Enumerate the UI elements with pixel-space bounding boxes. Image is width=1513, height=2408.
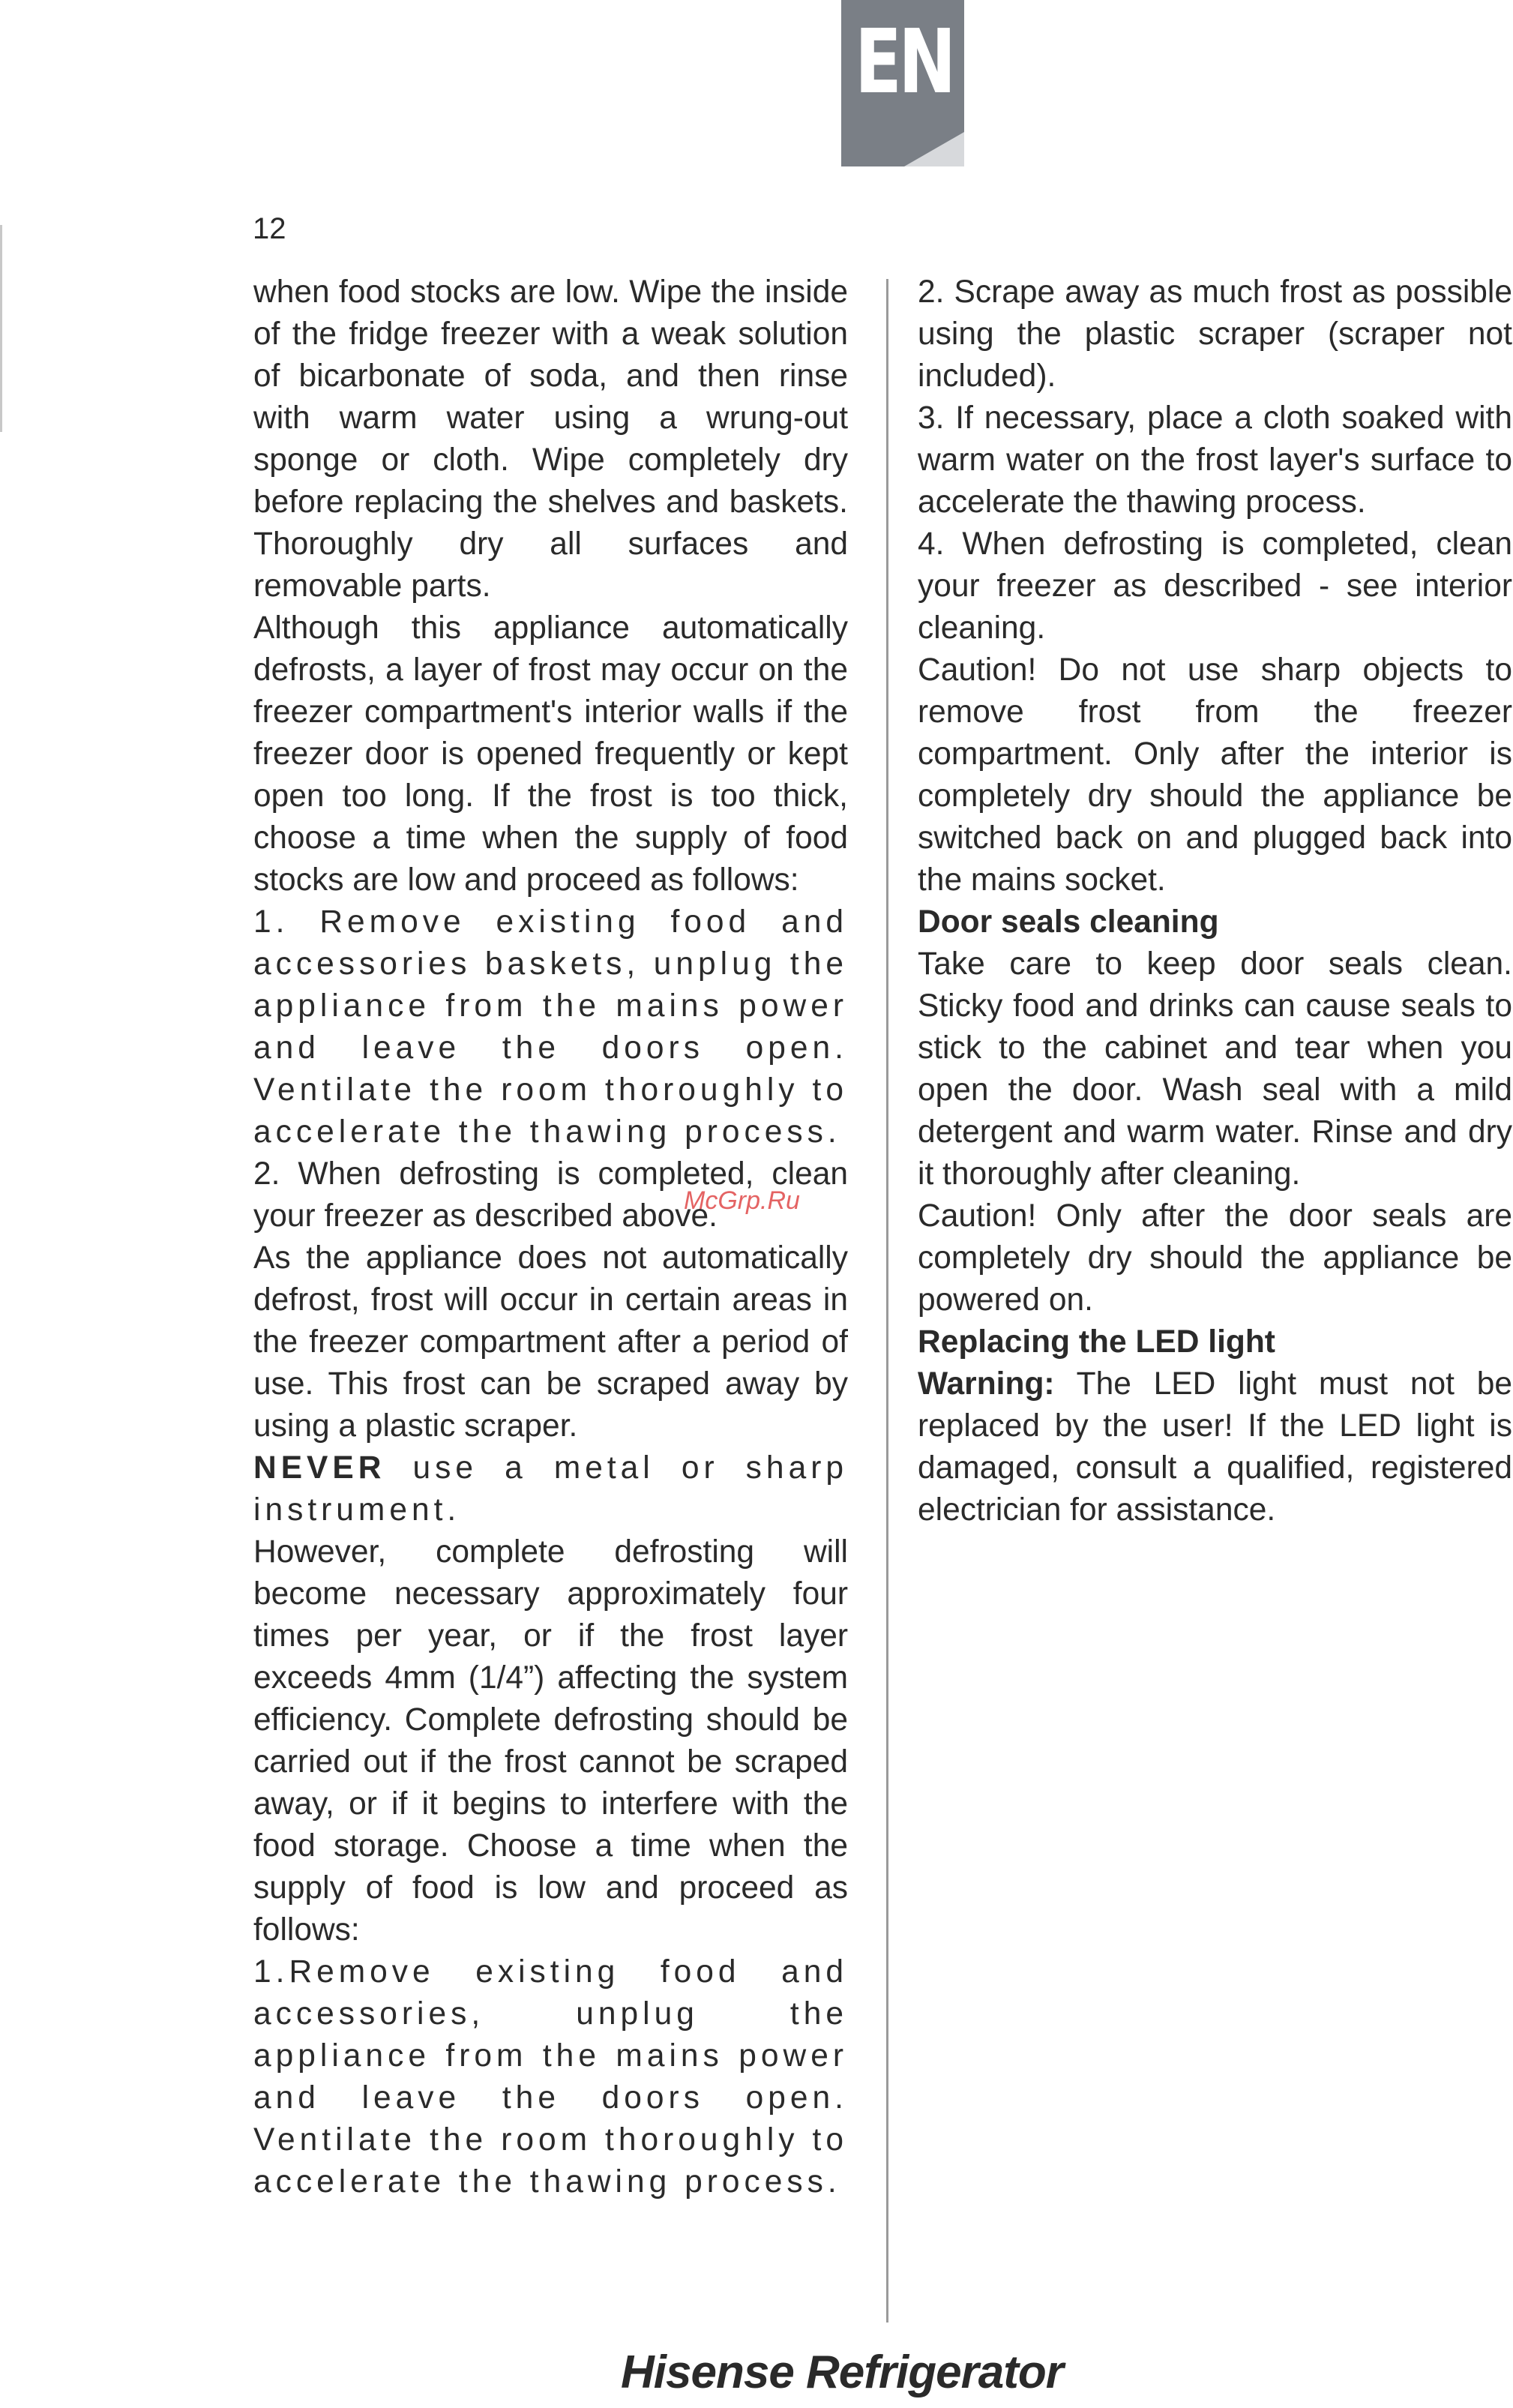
page-number: 12	[253, 212, 286, 245]
caution-paragraph: Caution! Only after the door seals are completely dry should the appliance be powered on.	[918, 1198, 1512, 1318]
paragraph: when food stocks are low. Wipe the inside of the fridge freezer with a weak solution of bicarbonate of soda, and then rinse with warm water using a wrung-out sponge or cloth. Wipe completely dry before replacing the shelves and baskets. Thoroughly dry all surfaces and removable parts.	[253, 274, 848, 604]
warning-label: Warning:	[918, 1366, 1055, 1402]
column-divider	[886, 279, 888, 2323]
never-label: NEVER	[253, 1450, 386, 1486]
step-paragraph: 4. When defrosting is completed, clean your freezer as described - see interior cleaning.	[918, 526, 1512, 646]
left-edge-rule	[0, 225, 2, 432]
door-seals-heading: Door seals cleaning	[918, 904, 1219, 940]
warning-paragraph	[918, 1363, 1512, 1531]
caution-paragraph: Caution! Do not use sharp objects to remove frost from the freezer compartment. Only after the interior is completely dry should the appliance be switched back on and plugged back into the mains socket.	[918, 652, 1512, 898]
watermark: McGrp.Ru	[684, 1186, 800, 1215]
step-paragraph: 3. If necessary, place a cloth soaked with warm water on the frost layer's surface to accelerate the thawing process.	[918, 400, 1512, 520]
step-paragraph: 1. Remove existing food and accessories baskets, unplug the appliance from the mains power and leave the doors open. Ventilate the room thoroughly to accelerate the thawing process.	[253, 904, 848, 1150]
step-paragraph: 2. When defrosting is completed, clean your freezer as described above.	[253, 1156, 848, 1234]
page-curl-decoration	[904, 132, 964, 166]
paragraph: Take care to keep door seals clean. Sticky food and drinks can cause seals to stick to the cabinet and tear when you open the door. Wash seal with a mild detergent and warm water. Rinse and dry it thoroughly after cleaning.	[918, 946, 1512, 1192]
left-text-column	[253, 271, 848, 2203]
never-warning-paragraph	[253, 1447, 848, 1531]
never-text: use a metal or sharp instrument.	[253, 1450, 848, 1528]
paragraph: However, complete defrosting will become necessary approximately four times per year, or if the frost layer exceeds 4mm (1/4”) affecting the system efficiency. Complete defrosting should be carried out if the frost cannot be scraped away, or if it begins to interfere with the food storage. Choose a time when the supply of food is low and proceed as follows:	[253, 1534, 848, 1948]
paragraph: Although this appliance automatically defrosts, a layer of frost may occur on the freezer compartment's interior walls if the freezer door is opened frequently or kept open too long. If the frost is too thick, choose a time when the supply of food stocks are low and proceed as follows:	[253, 610, 848, 898]
warning-text: The LED light must not be replaced by the user! If the LED light is damaged, consult a qualified, registered electrician for assistance.	[918, 1366, 1512, 1528]
step-paragraph: 1.Remove existing food and accessories, unplug the appliance from the mains power and leave the doors open. Ventilate the room thoroughly to accelerate the thawing process.	[253, 1954, 848, 2200]
right-text-column	[918, 271, 1512, 1531]
language-tab	[841, 0, 964, 166]
step-paragraph: 2. Scrape away as much frost as possible using the plastic scraper (scraper not included).	[918, 274, 1512, 394]
brand-footer: Hisense Refrigerator	[621, 2347, 1063, 2398]
paragraph: As the appliance does not automatically defrost, frost will occur in certain areas in the freezer compartment after a period of use. This frost can be scraped away by using a plastic scraper.	[253, 1240, 848, 1444]
led-light-heading: Replacing the LED light	[918, 1324, 1275, 1360]
language-label: EN	[855, 10, 953, 113]
